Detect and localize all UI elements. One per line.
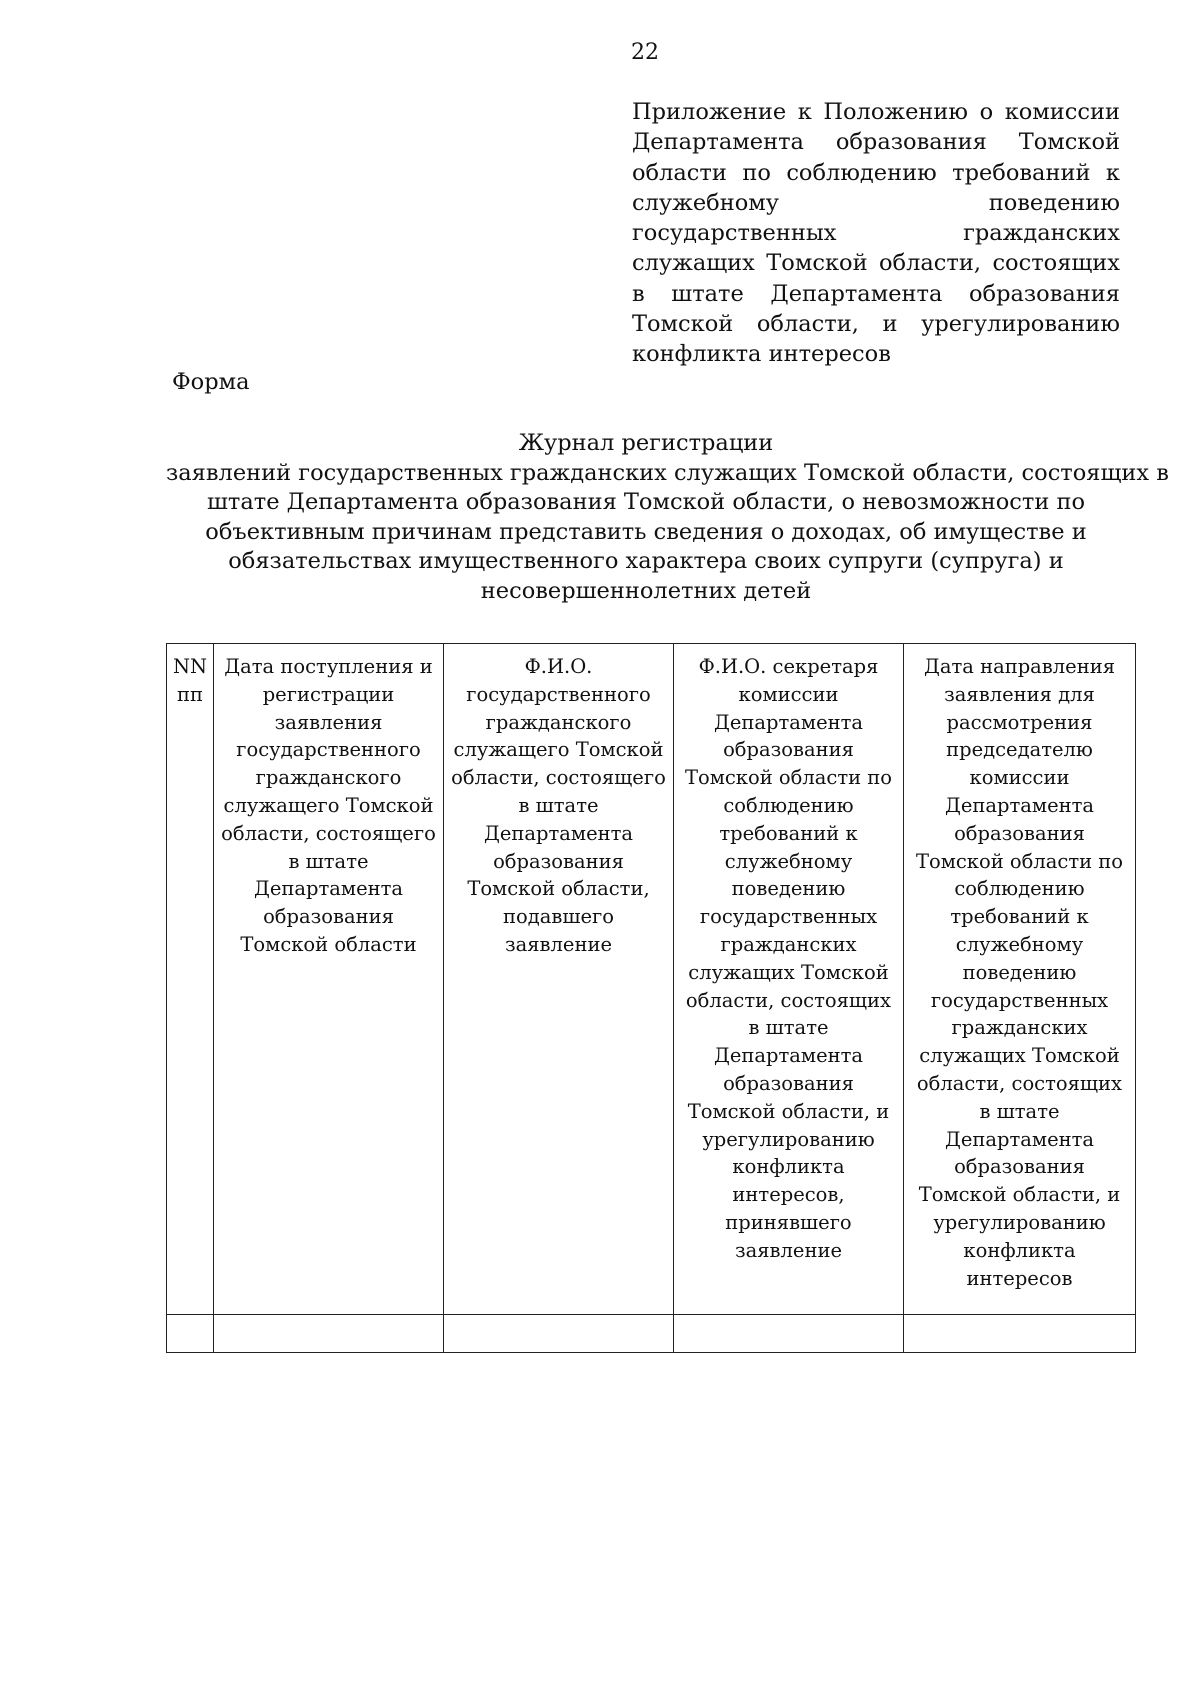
table-cell	[444, 1315, 674, 1353]
page-number: 22	[631, 40, 659, 65]
appendix-note: Приложение к Положению о комиссии Департамента образования Томской области по соблюдению требований к служебному поведению государственных гражданских служащих Томской области, состоящих в штате Департамента образования Томской области, и урегулированию конфликта интересов	[632, 99, 1120, 368]
journal-title-line: заявлений государственных гражданских служащих Томской области, состоящих в	[166, 459, 1169, 486]
journal-title-line: Журнал регистрации	[518, 430, 774, 456]
form-label: Форма	[172, 369, 250, 395]
table-cell	[214, 1315, 444, 1353]
table-row	[167, 1315, 1136, 1353]
journal-title-line: обязательствах имущественного характера своих супруги (супруга) и	[228, 548, 1064, 574]
table-header-row	[167, 644, 1136, 1315]
journal-title-line: несовершеннолетних детей	[480, 577, 812, 604]
column-header-referral-date: Дата направления заявления для рассмотрения председателю комиссии Департамента образования Томской области по соблюдению требований к служебному поведению государственных гражданских служащих Томской области, состоящих в штате Департамента образования Томской области, и урегулированию конфликта интересов	[904, 644, 1136, 1315]
table-cell	[167, 1315, 214, 1353]
table-cell	[674, 1315, 904, 1353]
journal-title	[166, 429, 1169, 606]
column-header-number: NN пп	[167, 644, 214, 1315]
column-header-secretary-name: Ф.И.О. секретаря комиссии Департамента образования Томской области по соблюдению требований к служебному поведению государственных гражданских служащих Томской области, состоящих в штате Департамента образования Томской области, и урегулированию конфликта интересов, принявшего заявление	[674, 644, 904, 1315]
column-header-applicant-name: Ф.И.О. государственного гражданского служащего Томской области, состоящего в штате Департамента образования Томской области, подавшего заявление	[444, 644, 674, 1315]
register-table	[166, 643, 1136, 1353]
journal-title-line: объективным причинам представить сведения о доходах, об имуществе и	[205, 518, 1087, 545]
table-cell	[904, 1315, 1136, 1353]
column-header-receipt-date: Дата поступления и регистрации заявления государственного гражданского служащего Томской области, состоящего в штате Департамента образования Томской области	[214, 644, 444, 1315]
journal-title-line: штате Департамента образования Томской области, о невозможности по	[206, 489, 1086, 515]
